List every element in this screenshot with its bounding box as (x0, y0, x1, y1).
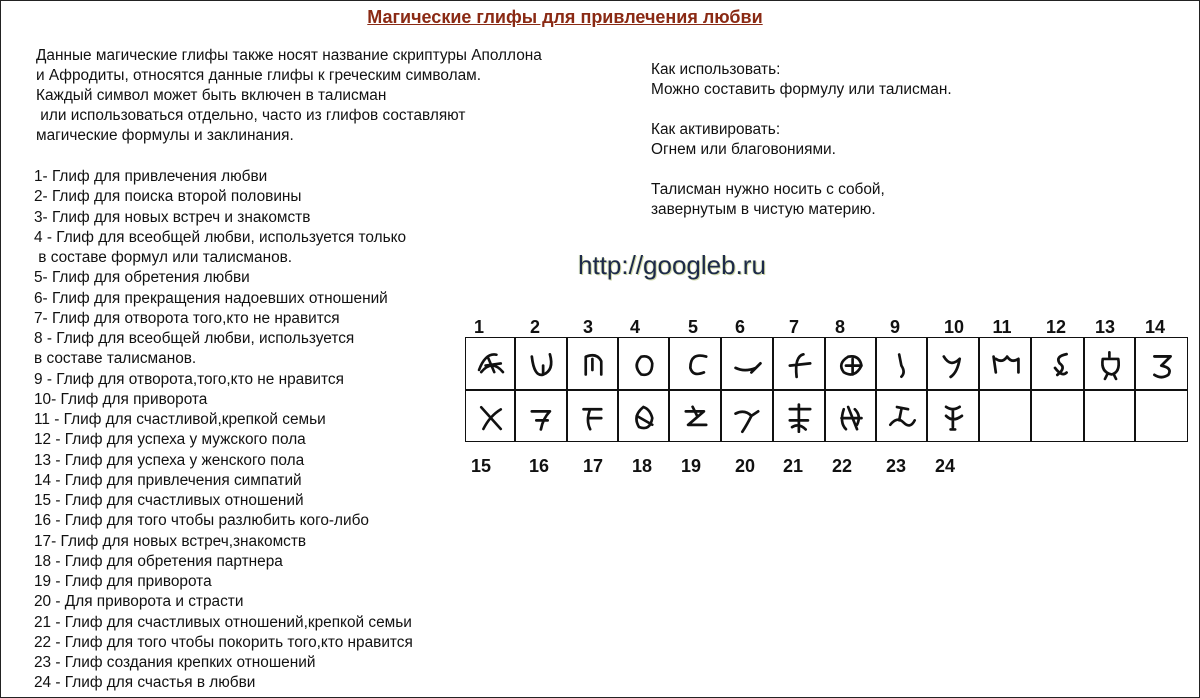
glyph-cell (1135, 337, 1188, 390)
glyph-cell (979, 337, 1031, 390)
list-item: 9 - Глиф для отворота,того,кто не нравится (34, 370, 344, 388)
glyph-symbol-icon (774, 338, 826, 391)
intro-text (36, 46, 616, 146)
glyph-symbol-icon (466, 391, 516, 443)
list-item: 19 - Глиф для приворота (34, 573, 212, 590)
list-item: 16 - Глиф для того чтобы разлюбить кого-либо (34, 512, 369, 530)
glyph-symbol-icon (619, 338, 670, 391)
intro-line: и Афродиты, относятся данные глифы к греческим символам. (36, 67, 482, 84)
list-item: 24 - Глиф для счастья в любви (34, 674, 256, 692)
glyph-description-list (34, 167, 474, 694)
glyph-cell (567, 337, 618, 390)
list-item: 7- Глиф для отворота того,кто не нравится (34, 309, 340, 327)
glyph-symbol-icon (722, 391, 774, 443)
glyph-cell (1135, 390, 1188, 442)
glyph-symbol-icon (928, 391, 980, 443)
how-to-activate-text: Огнем или благовониями. (651, 141, 836, 158)
intro-line: Каждый символ может быть включен в талисман (36, 87, 387, 104)
glyph-cell (773, 390, 825, 442)
list-item: в составе талисманов. (34, 350, 197, 368)
glyph-number: 12 (1045, 317, 1067, 337)
list-item: 20 - Для приворота и страсти (34, 593, 244, 611)
glyph-number: 7 (788, 317, 800, 337)
list-item: 3- Глиф для новых встреч и знакомств (34, 208, 311, 226)
glyph-cell (1031, 337, 1084, 390)
wear-line: Талисман нужно носить с собой, (651, 181, 885, 198)
glyph-number: 23 (885, 456, 907, 476)
glyph-symbol-icon (568, 391, 619, 443)
glyph-cell (465, 390, 515, 442)
glyph-cell (515, 390, 567, 442)
intro-line: Данные магические глифы также носят название скриптуры Аполлона (36, 47, 542, 64)
glyph-symbol-icon (826, 338, 877, 391)
how-to-use-label: Как использовать: (651, 61, 781, 78)
glyph-number: 16 (528, 456, 550, 476)
glyph-cell (927, 390, 979, 442)
list-item: 8 - Глиф для всеобщей любви, используется (34, 330, 355, 347)
glyph-symbol-icon (928, 338, 980, 391)
wear-line: завернутым в чистую материю. (651, 201, 876, 218)
list-item: 14 - Глиф для привлечения симпатий (34, 471, 302, 489)
glyph-number: 15 (470, 456, 492, 476)
glyph-number: 14 (1144, 317, 1166, 337)
list-item: 15 - Глиф для счастливых отношений (34, 492, 304, 509)
glyph-cell (1031, 390, 1084, 442)
glyph-number: 10 (943, 317, 965, 337)
glyph-cell (465, 337, 515, 390)
how-to-activate-label: Как активировать: (651, 121, 781, 138)
glyph-number: 20 (734, 456, 756, 476)
list-item: 13 - Глиф для успеха у женского пола (34, 451, 305, 469)
website-watermark: http://googleb.ru (578, 250, 766, 280)
intro-line: или использоваться отдельно, часто из глифов составляют (36, 107, 466, 124)
glyph-cell (1084, 390, 1135, 442)
glyph-cell (721, 390, 773, 442)
glyph-symbol-icon (516, 338, 568, 391)
glyph-symbol-icon (722, 338, 774, 391)
glyph-number: 13 (1094, 317, 1116, 337)
list-item: 5- Глиф для обретения любви (34, 269, 250, 287)
list-item: 10- Глиф для приворота (34, 390, 208, 408)
glyph-cell (669, 390, 721, 442)
glyph-symbol-icon (670, 338, 722, 391)
glyph-number: 8 (834, 317, 846, 337)
glyph-cell (927, 337, 979, 390)
glyph-symbol-icon (516, 391, 568, 443)
how-to-use-text: Можно составить формулу или талисман. (651, 81, 952, 98)
glyph-number: 18 (631, 456, 653, 476)
glyph-cell (825, 337, 876, 390)
glyph-number: 24 (934, 456, 956, 476)
glyph-number: 3 (582, 317, 594, 337)
glyph-symbol-icon (877, 338, 928, 391)
list-item: 6- Глиф для прекращения надоевших отношений (34, 289, 388, 307)
list-item: 1- Глиф для привлечения любви (34, 168, 268, 185)
glyph-number: 5 (687, 317, 699, 337)
list-item: 21 - Глиф для счастливых отношений,крепкой семьи (34, 613, 412, 631)
intro-line: магические формулы и заклинания. (36, 127, 294, 144)
list-item: 11 - Глиф для счастливой,крепкой семьи (34, 411, 326, 428)
page-title: Магические глифы для привлечения любви (367, 7, 763, 27)
list-item: в составе формул или талисманов. (34, 249, 293, 266)
list-item: 23 - Глиф создания крепких отношений (34, 654, 316, 671)
glyph-symbol-icon (774, 391, 826, 443)
list-item: 2- Глиф для поиска второй половины (34, 188, 302, 206)
glyph-symbol-icon (826, 391, 877, 443)
glyph-number: 11 (992, 317, 1012, 337)
list-item: 18 - Глиф для обретения партнера (34, 552, 283, 570)
glyph-cell (618, 390, 669, 442)
glyph-cell (618, 337, 669, 390)
glyph-cell (669, 337, 721, 390)
glyph-number: 9 (889, 317, 901, 337)
glyph-cell (825, 390, 876, 442)
list-item: 12 - Глиф для успеха у мужского пола (34, 431, 306, 449)
glyph-symbol-icon (1032, 338, 1085, 391)
glyph-number: 17 (582, 456, 604, 476)
usage-notes (651, 60, 1171, 220)
glyph-cell (515, 337, 567, 390)
glyph-cell (876, 337, 927, 390)
glyph-cell (773, 337, 825, 390)
glyph-cell (721, 337, 773, 390)
glyph-symbol-icon (466, 338, 516, 391)
list-item: 22 - Глиф для того чтобы покорить того,кто нравится (34, 633, 413, 651)
glyph-symbol-icon (877, 391, 928, 443)
glyph-symbol-icon (1136, 338, 1189, 391)
glyph-number: 22 (831, 456, 853, 476)
glyph-symbol-icon (619, 391, 670, 443)
glyph-number: 2 (529, 317, 541, 337)
glyph-symbol-icon (568, 338, 619, 391)
glyph-number: 1 (473, 317, 485, 337)
glyph-number: 4 (629, 317, 641, 337)
list-item: 4 - Глиф для всеобщей любви, используется только (34, 228, 407, 246)
glyph-cell (567, 390, 618, 442)
glyph-symbol-icon (670, 391, 722, 443)
glyph-symbol-icon (980, 338, 1032, 391)
glyph-cell (1084, 337, 1135, 390)
glyph-number: 19 (680, 456, 702, 476)
glyph-number: 6 (734, 317, 746, 337)
glyph-number: 21 (782, 456, 804, 476)
glyph-cell (876, 390, 927, 442)
glyph-symbol-icon (1085, 338, 1136, 391)
glyph-cell (979, 390, 1031, 442)
list-item: 17- Глиф для новых встреч,знакомств (34, 532, 307, 550)
